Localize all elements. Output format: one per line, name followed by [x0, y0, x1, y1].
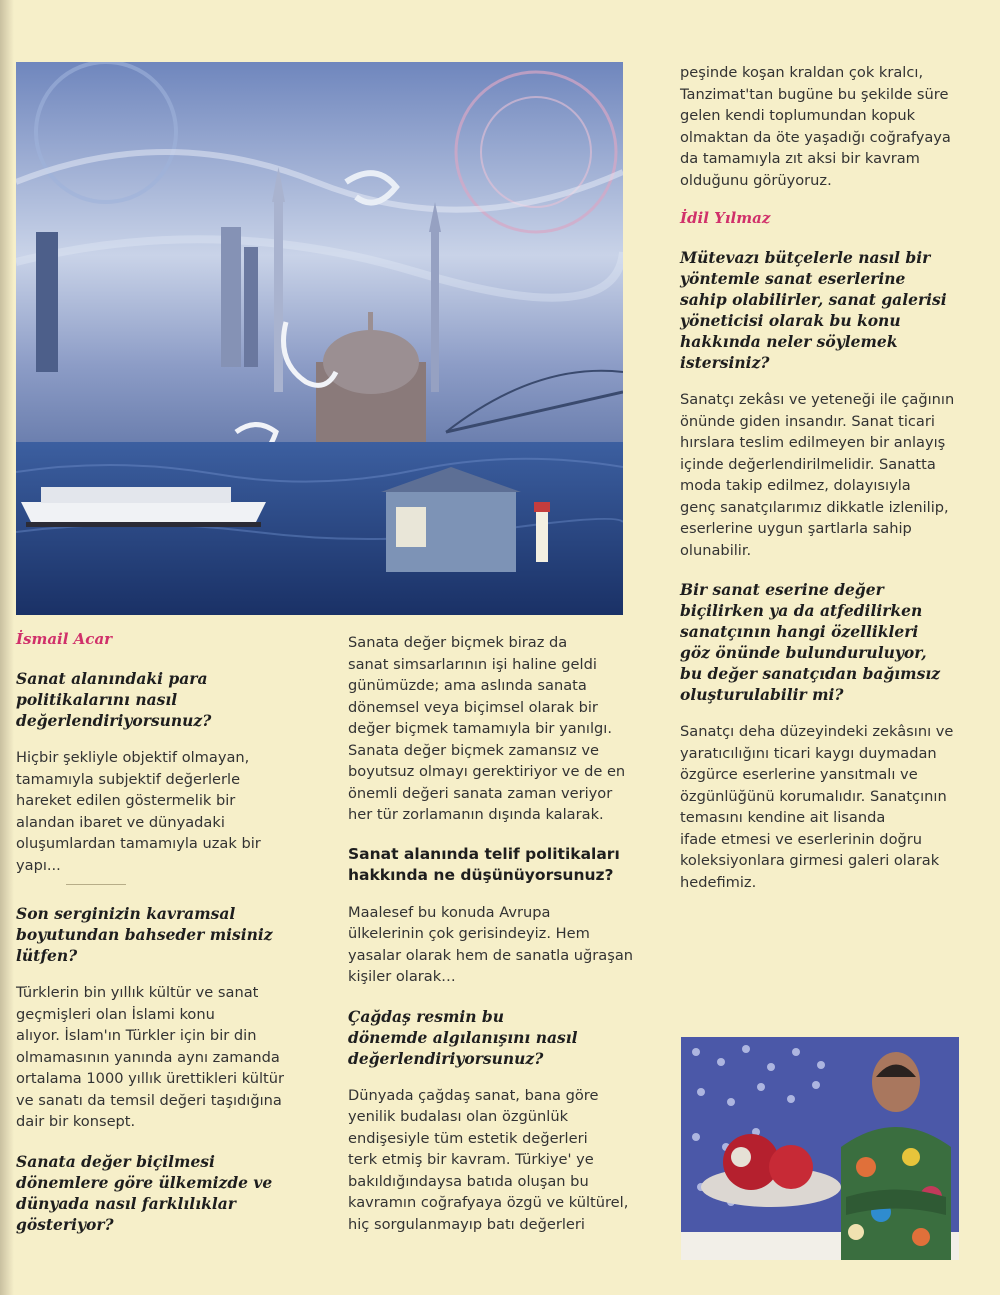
- divider: [66, 884, 126, 885]
- right-column: [680, 62, 980, 911]
- istanbul-painting: [16, 62, 623, 615]
- question-money-policies: Sanat alanındaki para politikalarını nasıl değerlendiriyorsunuz?: [16, 669, 212, 730]
- answer-modest-budgets: Sanatçı zekâsı ve yeteneği ile çağının önünde giden insandır. Sanat ticari hırslara teslim edilmeyen bir anlayış içinde değerlendirilmelidir. Sanatta moda takip edilmez, dolayısıyla genç sanatçılarımız dikkatle izlenilip, eserlerine uygun şartlarla sahip olunabilir.: [680, 391, 955, 559]
- answer-contemporary-painting: Dünyada çağdaş sanat, bana göre yenilik budalası olan özgünlük endişesiyle tüm estetik değerleri terk etmiş bir kavram. Türkiye' ye bakıldığındaysa batıda oluşan bu kavramın coğrafyaya özgü ve kültürel, hiç sorgulanmayıp batı değerleri: [348, 1086, 629, 1233]
- author-ismail-acar: İsmail Acar: [16, 630, 113, 648]
- author-idil-yilmaz: İdil Yılmaz: [680, 209, 771, 227]
- middle-column: [348, 632, 640, 1253]
- question-contemporary-painting: Çağdaş resmin bu dönemde algılanışını nasıl değerlendiriyorsunuz?: [348, 1006, 578, 1068]
- question-artist-qualities: Bir sanat eserine değer biçilirken ya da atfedilirken sanatçının hangi özellikleri göz önünde bulunduruluyor, bu değer sanatçıdan bağımsız oluşturulabilir mi?: [680, 580, 941, 704]
- answer-valuation-differences: Sanata değer biçmek biraz da sanat simsarlarının işi haline geldi günümüzde; ama aslında sanata dönemsel veya biçimsel olarak bir değer biçmek tamamıyla bir yanılgı. Sanata değer biçmek zamansız ve boyutsuz olmayı gerektiriyor ve de en önemli değeri sanata zaman veriyor her tür zorlamanın dışında kalarak.: [348, 634, 626, 823]
- answer-money-policies: Hiçbir şekliyle objektif olmayan, tamamıyla subjektif değerlerle hareket edilen göstermelik bir alandan ibaret ve dünyadaki oluşumlardan tamamıyla uzak bir yapı...: [16, 749, 261, 874]
- artist-portrait-photo: [681, 1037, 959, 1260]
- answer-contemporary-painting-continued: peşinde koşan kraldan çok kralcı, Tanzimat'tan bugüne bu şekilde süre gelen kendi toplumundan kopuk olmaktan da öte yaşadığı coğrafyaya da tamamıyla zıt aksi bir kavram olduğunu görüyoruz.: [680, 64, 951, 189]
- question-modest-budgets: Mütevazı bütçelerle nasıl bir yöntemle sanat eserlerine sahip olabilirler, sanat galerisi yöneticisi olarak bu konu hakkında neler söylemek istersiniz?: [680, 248, 947, 372]
- left-column: [16, 630, 286, 1251]
- answer-copyright-policies: Maalesef bu konuda Avrupa ülkelerinin çok gerisindeyiz. Hem yasalar olarak hem de sanatla uğraşan kişiler olarak…: [348, 903, 634, 985]
- question-valuation-differences: Sanata değer biçilmesi dönemlere göre ülkemizde ve dünyada nasıl farklılıklar gösteriyor?: [16, 1151, 273, 1234]
- answer-last-exhibition: Türklerin bin yıllık kültür ve sanat geçmişleri olan İslami konu alıyor. İslam'ın Türkler için bir din olmamasının yanında aynı zamanda ortalama 1000 yıllık ürettikleri kültür ve sanatı da temsil değeri taşıdığına dair bir konsept.: [16, 984, 284, 1130]
- question-last-exhibition: Son serginizin kavramsal boyutundan bahseder misiniz lütfen?: [16, 904, 273, 965]
- answer-artist-qualities: Sanatçı deha düzeyindeki zekâsını ve yaratıcılığını ticari kaygı duymadan özgürce eserlerine yansıtmalı ve özgünlüğünü korumalıdır. Sanatçının temasını kendine ait lisanda ifade etmesi ve eserlerinin doğru koleksiyonlara girmesi galeri olarak hedefimiz.: [680, 723, 954, 891]
- page-binding-shadow: [0, 0, 14, 1295]
- question-copyright-policies: Sanat alanında telif politikaları hakkında ne düşünüyorsunuz?: [348, 844, 620, 884]
